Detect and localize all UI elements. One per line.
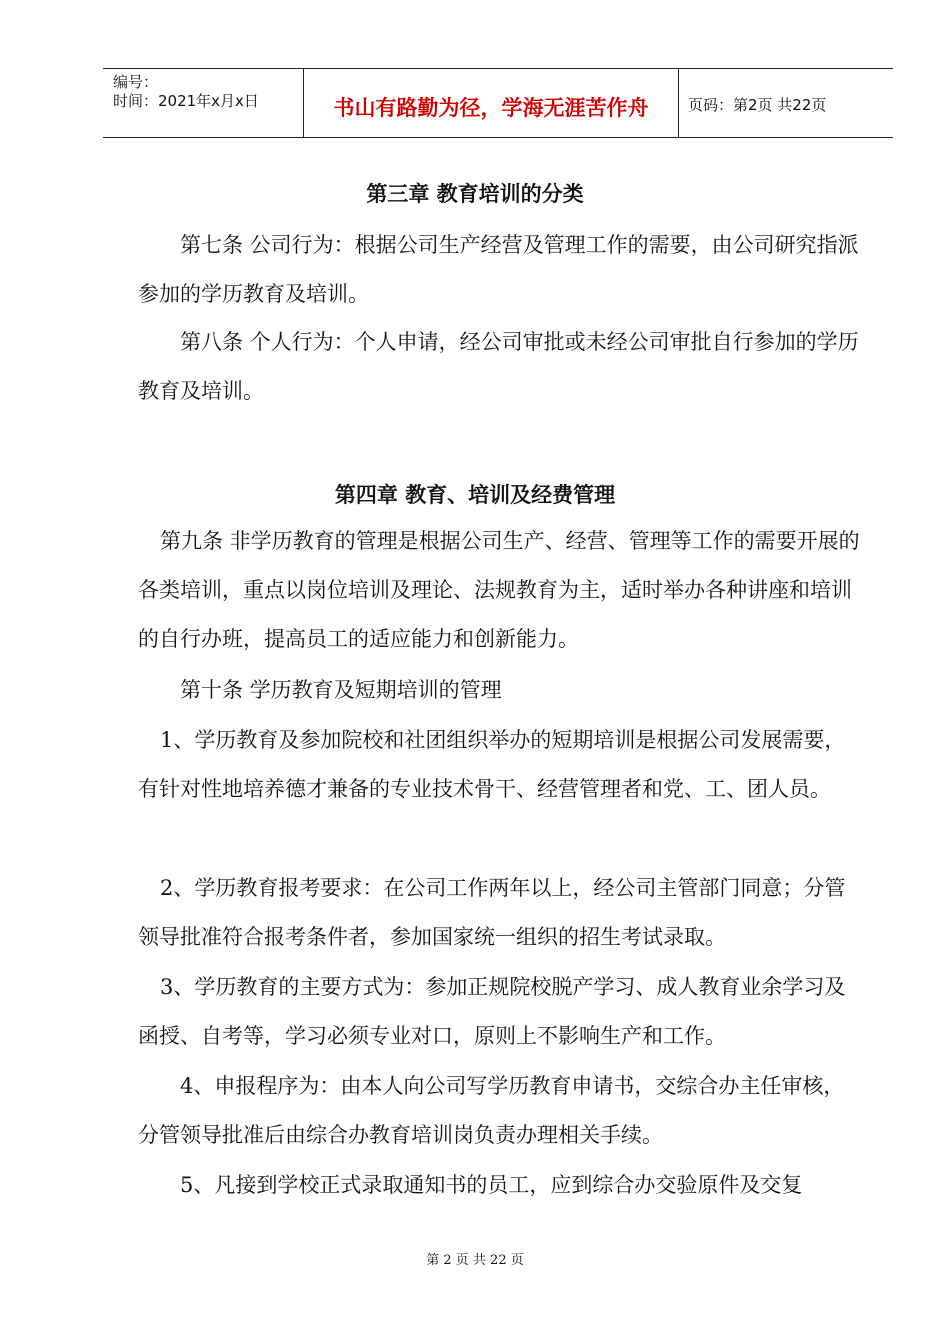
chapter-3-title: 第三章 教育培训的分类 [366,182,584,206]
header-meta-cell [103,69,303,137]
header-motto-cell [303,69,679,137]
article-10-item-1: 1、学历教育及参加院校和社团组织举办的短期培训是根据公司发展需要，有针对性地培养德才兼备的专业技术骨干、经营管理者和党、工、团人员。 [138,728,846,801]
page-header [103,68,893,138]
header-motto: 书山有路勤为径，学海无涯苦作舟 [333,96,649,120]
article-10-item-4: 4、申报程序为：由本人向公司写学历教育申请书，交综合办主任审核，分管领导批准后由综合办教育培训岗负责办理相关手续。 [138,1074,845,1147]
article-8: 第八条 个人行为：个人申请，经公司审批或未经公司审批自行参加的学历教育及培训。 [138,330,859,403]
document-code-label: 编号： [113,73,159,91]
article-9: 第九条 非学历教育的管理是根据公司生产、经营、管理等工作的需要开展的各类培训，重点以岗位培训及理论、法规教育为主，适时举办各种讲座和培训的自行办班，提高员工的适应能力和创新能力。 [138,529,860,651]
chapter-4-title: 第四章 教育、培训及经费管理 [334,483,616,507]
article-10: 第十条 学历教育及短期培训的管理 [180,678,502,702]
article-10-item-3: 3、学历教育的主要方式为：参加正规院校脱产学习、成人教育业余学习及函授、自考等，学习必须专业对口，原则上不影响生产和工作。 [138,975,846,1048]
article-10-item-5: 5、凡接到学校正式录取通知书的员工，应到综合办交验原件及交复 [180,1173,803,1197]
article-7: 第七条 公司行为：根据公司生产经营及管理工作的需要，由公司研究指派参加的学历教育及培训。 [138,233,859,306]
header-page-cell [678,69,893,137]
document-date-label: 时间：2021年x月x日 [113,92,259,110]
header-page-number: 页码：第2页 共22页 [688,96,827,114]
article-10-item-2: 2、学历教育报考要求：在公司工作两年以上，经公司主管部门同意；分管领导批准符合报考条件者，参加国家统一组织的招生考试录取。 [138,876,846,949]
page-footer: 第 2 页 共 22 页 [426,1253,524,1268]
